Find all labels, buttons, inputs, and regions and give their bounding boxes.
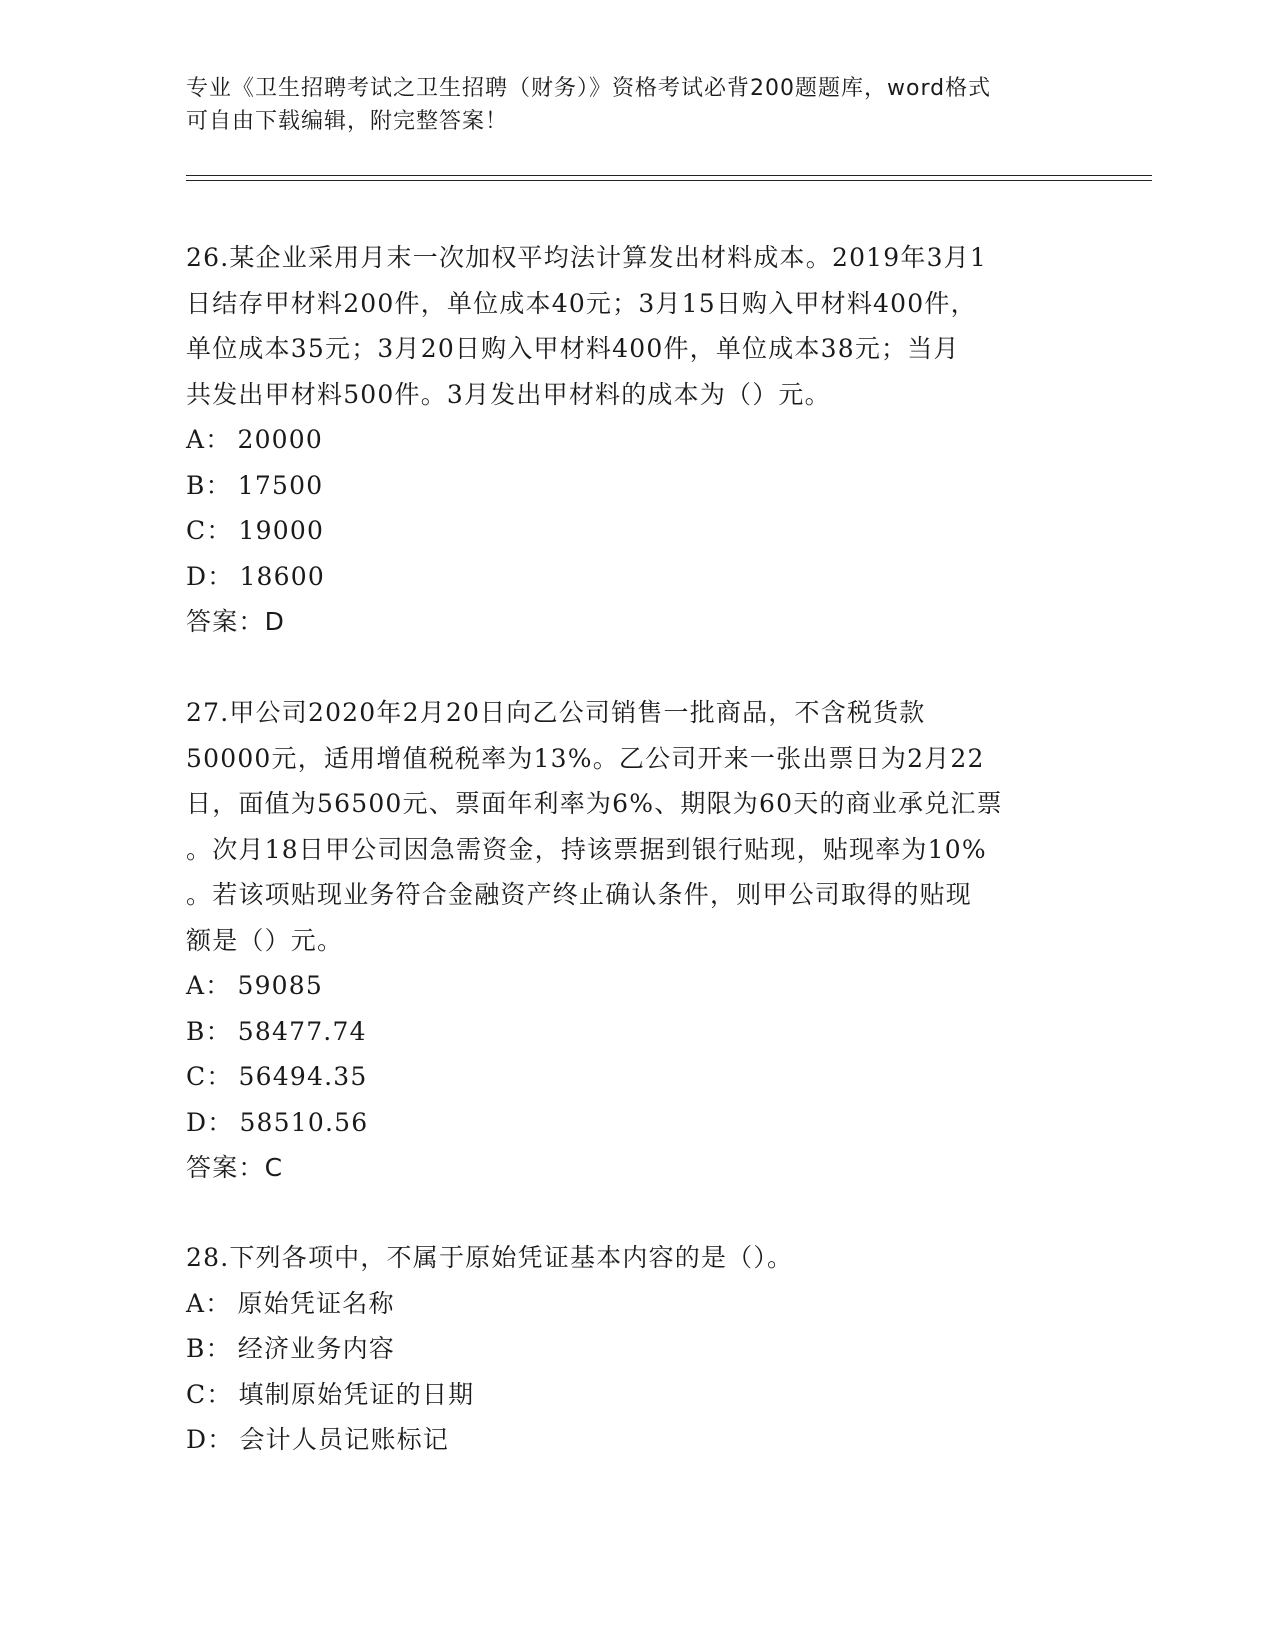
- option-c: C： 19000: [186, 516, 325, 545]
- option-b: B： 经济业务内容: [186, 1334, 395, 1363]
- option-b: B： 17500: [186, 470, 324, 500]
- question-stem-line: 额是（）元。: [186, 925, 344, 955]
- header-divider-bottom: [186, 180, 1152, 181]
- option-letter: C: [186, 516, 207, 545]
- option-a: A： 20000: [186, 425, 323, 454]
- option-text: 19000: [238, 516, 325, 545]
- option-letter: A: [186, 425, 206, 454]
- question-stem-line: 。次月18日甲公司因急需资金，持该票据到银行贴现，贴现率为10%: [186, 834, 987, 864]
- option-c: C： 56494.35: [186, 1062, 368, 1091]
- question-stem-line: 27.甲公司2020年2月20日向乙公司销售一批商品，不含税货款: [186, 698, 926, 727]
- option-text: 18600: [239, 561, 325, 591]
- option-text: 会计人员记账标记: [239, 1425, 450, 1454]
- option-letter: D: [186, 1425, 208, 1454]
- question-stem-line: 共发出甲材料500件。3月发出甲材料的成本为（）元。: [186, 379, 831, 409]
- option-text: 17500: [237, 470, 324, 500]
- option-letter: B: [186, 1016, 206, 1046]
- option-text: 59085: [237, 971, 323, 1000]
- option-text: 20000: [237, 425, 323, 454]
- option-text: 填制原始凭证的日期: [238, 1379, 475, 1409]
- question-stem-line: 26.某企业采用月末一次加权平均法计算发出材料成本。2019年3月1: [186, 243, 987, 272]
- option-text: 58477.74: [237, 1016, 367, 1046]
- option-letter: D: [186, 561, 208, 591]
- header-line-1: 专业《卫生招聘考试之卫生招聘（财务）》资格考试必背200题题库，word格式: [186, 76, 992, 101]
- option-letter: A: [186, 971, 206, 1000]
- document-header: [186, 72, 1066, 138]
- option-text: 原始凭证名称: [237, 1288, 395, 1318]
- option-letter: A: [186, 1288, 206, 1318]
- answer-label: 答案：D: [186, 607, 286, 636]
- question-stem-line: 单位成本35元；3月20日购入甲材料400件，单位成本38元；当月: [186, 334, 960, 363]
- answer-label: 答案：C: [186, 1153, 284, 1182]
- option-letter: B: [186, 1334, 206, 1363]
- question-stem-line: 日结存甲材料200件，单位成本40元；3月15日购入甲材料400件，: [186, 288, 977, 318]
- question-stem-line: 日，面值为56500元、票面年利率为6%、期限为60天的商业承兑汇票: [186, 789, 1003, 818]
- option-c: C： 填制原始凭证的日期: [186, 1379, 475, 1409]
- question-26: [186, 235, 1086, 645]
- option-letter: D: [186, 1107, 208, 1137]
- option-letter: B: [186, 470, 206, 500]
- question-28: [186, 1235, 1086, 1463]
- question-stem-line: 。若该项贴现业务符合金融资产终止确认条件，则甲公司取得的贴现: [186, 880, 973, 909]
- option-text: 经济业务内容: [237, 1334, 395, 1363]
- option-text: 58510.56: [239, 1107, 369, 1137]
- question-stem-line: 28.下列各项中，不属于原始凭证基本内容的是（）。: [186, 1243, 794, 1272]
- option-a: A： 59085: [186, 971, 323, 1000]
- header-line-2: 可自由下载编辑，附完整答案！: [186, 109, 509, 134]
- question-27: [186, 690, 1086, 1191]
- option-b: B： 58477.74: [186, 1016, 367, 1046]
- option-letter: C: [186, 1062, 207, 1091]
- option-text: 56494.35: [238, 1062, 368, 1091]
- option-letter: C: [186, 1379, 207, 1409]
- header-divider-top: [186, 175, 1152, 176]
- option-a: A： 原始凭证名称: [186, 1288, 395, 1318]
- option-d: D： 会计人员记账标记: [186, 1425, 450, 1454]
- question-stem-line: 50000元，适用增值税税率为13%。乙公司开来一张出票日为2月22: [186, 743, 985, 773]
- option-d: D： 18600: [186, 561, 325, 591]
- option-d: D： 58510.56: [186, 1107, 369, 1137]
